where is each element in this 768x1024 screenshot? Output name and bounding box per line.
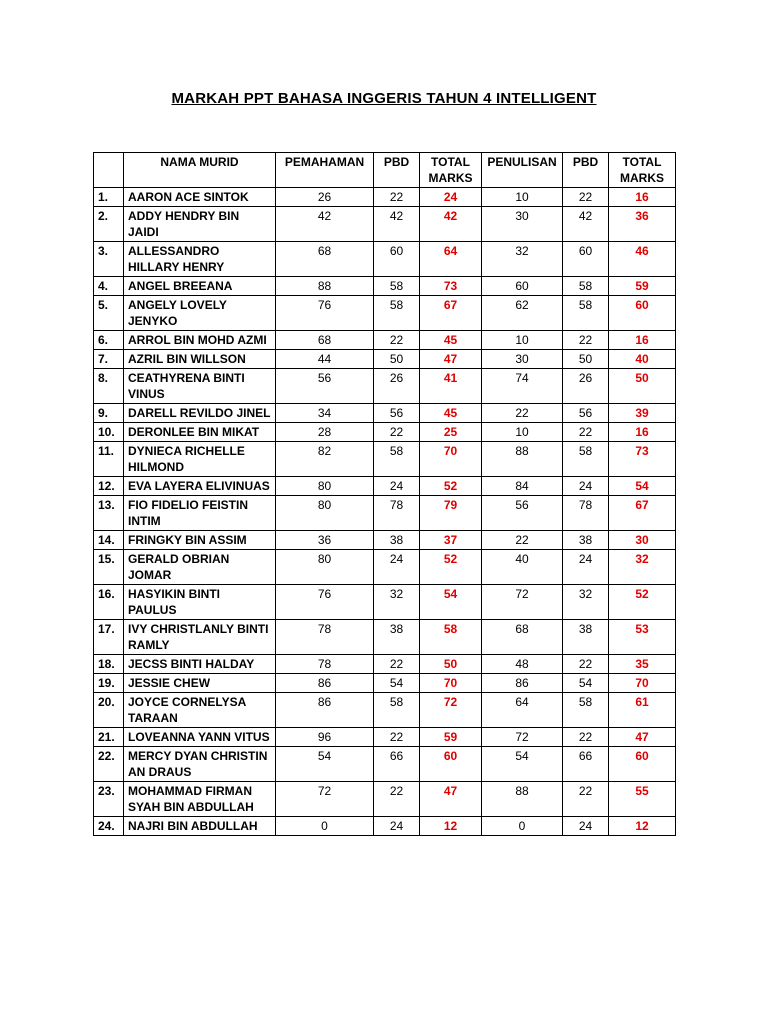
total-marks-pemahaman: 42 xyxy=(420,207,482,242)
total-marks-penulisan: 73 xyxy=(609,442,676,477)
pemahaman-score: 26 xyxy=(276,188,374,207)
pbd-score: 24 xyxy=(563,477,609,496)
row-number: 17. xyxy=(94,620,124,655)
total-marks-penulisan: 16 xyxy=(609,423,676,442)
row-number: 21. xyxy=(94,728,124,747)
student-name: NAJRI BIN ABDULLAH xyxy=(124,817,276,836)
total-marks-pemahaman: 52 xyxy=(420,477,482,496)
table-row xyxy=(94,296,676,331)
student-name: HASYIKIN BINTI PAULUS xyxy=(124,585,276,620)
student-name: JECSS BINTI HALDAY xyxy=(124,655,276,674)
total-marks-pemahaman: 70 xyxy=(420,442,482,477)
pemahaman-score: 76 xyxy=(276,296,374,331)
total-marks-penulisan: 30 xyxy=(609,531,676,550)
pemahaman-score: 36 xyxy=(276,531,374,550)
total-marks-pemahaman: 47 xyxy=(420,350,482,369)
table-row xyxy=(94,188,676,207)
header-pemahaman: PEMAHAMAN xyxy=(276,153,374,188)
table-row xyxy=(94,620,676,655)
pbd-score: 22 xyxy=(563,655,609,674)
row-number: 15. xyxy=(94,550,124,585)
header-nama-murid: NAMA MURID xyxy=(124,153,276,188)
row-number: 2. xyxy=(94,207,124,242)
total-marks-penulisan: 53 xyxy=(609,620,676,655)
total-marks-pemahaman: 54 xyxy=(420,585,482,620)
total-marks-pemahaman: 37 xyxy=(420,531,482,550)
page-title: MARKAH PPT BAHASA INGGERIS TAHUN 4 INTELLIGENT xyxy=(171,90,597,107)
total-marks-pemahaman: 72 xyxy=(420,693,482,728)
total-marks-pemahaman: 50 xyxy=(420,655,482,674)
row-number: 9. xyxy=(94,404,124,423)
total-marks-pemahaman: 64 xyxy=(420,242,482,277)
total-marks-pemahaman: 73 xyxy=(420,277,482,296)
pemahaman-score: 54 xyxy=(276,747,374,782)
pbd-score: 22 xyxy=(563,423,609,442)
total-marks-penulisan: 16 xyxy=(609,331,676,350)
pbd-score: 42 xyxy=(374,207,420,242)
pemahaman-score: 86 xyxy=(276,693,374,728)
total-marks-pemahaman: 25 xyxy=(420,423,482,442)
row-number: 8. xyxy=(94,369,124,404)
table-body xyxy=(94,188,676,836)
pbd-score: 24 xyxy=(563,817,609,836)
table-row xyxy=(94,331,676,350)
total-marks-pemahaman: 41 xyxy=(420,369,482,404)
table-row xyxy=(94,674,676,693)
penulisan-score: 10 xyxy=(482,188,563,207)
pbd-score: 38 xyxy=(374,531,420,550)
pbd-score: 32 xyxy=(374,585,420,620)
student-name: DYNIECA RICHELLE HILMOND xyxy=(124,442,276,477)
student-name: JESSIE CHEW xyxy=(124,674,276,693)
pbd-score: 54 xyxy=(563,674,609,693)
total-marks-pemahaman: 45 xyxy=(420,331,482,350)
pemahaman-score: 82 xyxy=(276,442,374,477)
pbd-score: 22 xyxy=(563,331,609,350)
penulisan-score: 22 xyxy=(482,531,563,550)
total-marks-penulisan: 67 xyxy=(609,496,676,531)
penulisan-score: 72 xyxy=(482,728,563,747)
header-penulisan: PENULISAN xyxy=(482,153,563,188)
row-number: 6. xyxy=(94,331,124,350)
table-row xyxy=(94,423,676,442)
row-number: 5. xyxy=(94,296,124,331)
pbd-score: 22 xyxy=(374,728,420,747)
pbd-score: 24 xyxy=(563,550,609,585)
total-marks-pemahaman: 67 xyxy=(420,296,482,331)
table-row xyxy=(94,728,676,747)
pemahaman-score: 96 xyxy=(276,728,374,747)
pbd-score: 56 xyxy=(374,404,420,423)
pbd-score: 60 xyxy=(374,242,420,277)
pbd-score: 50 xyxy=(374,350,420,369)
pbd-score: 26 xyxy=(563,369,609,404)
penulisan-score: 48 xyxy=(482,655,563,674)
pbd-score: 66 xyxy=(563,747,609,782)
pbd-score: 58 xyxy=(374,442,420,477)
table-row xyxy=(94,693,676,728)
penulisan-score: 64 xyxy=(482,693,563,728)
pbd-score: 24 xyxy=(374,817,420,836)
table-row xyxy=(94,747,676,782)
pbd-score: 22 xyxy=(563,728,609,747)
total-marks-penulisan: 36 xyxy=(609,207,676,242)
pemahaman-score: 88 xyxy=(276,277,374,296)
penulisan-score: 84 xyxy=(482,477,563,496)
pbd-score: 58 xyxy=(563,277,609,296)
row-number: 18. xyxy=(94,655,124,674)
total-marks-penulisan: 35 xyxy=(609,655,676,674)
pbd-score: 24 xyxy=(374,550,420,585)
pbd-score: 50 xyxy=(563,350,609,369)
total-marks-pemahaman: 52 xyxy=(420,550,482,585)
pbd-score: 66 xyxy=(374,747,420,782)
pemahaman-score: 72 xyxy=(276,782,374,817)
student-name: IVY CHRISTLANLY BINTI RAMLY xyxy=(124,620,276,655)
pbd-score: 22 xyxy=(374,782,420,817)
row-number: 23. xyxy=(94,782,124,817)
student-name: FRINGKY BIN ASSIM xyxy=(124,531,276,550)
pbd-score: 22 xyxy=(374,188,420,207)
pbd-score: 22 xyxy=(374,655,420,674)
total-marks-penulisan: 12 xyxy=(609,817,676,836)
pbd-score: 32 xyxy=(563,585,609,620)
penulisan-score: 40 xyxy=(482,550,563,585)
table-row xyxy=(94,477,676,496)
penulisan-score: 88 xyxy=(482,782,563,817)
student-name: MERCY DYAN CHRISTIN AN DRAUS xyxy=(124,747,276,782)
penulisan-score: 68 xyxy=(482,620,563,655)
pbd-score: 78 xyxy=(563,496,609,531)
header-total-marks-penulisan: TOTAL MARKS xyxy=(609,153,676,188)
penulisan-score: 56 xyxy=(482,496,563,531)
penulisan-score: 60 xyxy=(482,277,563,296)
total-marks-pemahaman: 59 xyxy=(420,728,482,747)
row-number: 14. xyxy=(94,531,124,550)
table-row xyxy=(94,404,676,423)
student-name: AZRIL BIN WILLSON xyxy=(124,350,276,369)
header-pbd-penulisan: PBD xyxy=(563,153,609,188)
penulisan-score: 10 xyxy=(482,423,563,442)
row-number: 10. xyxy=(94,423,124,442)
penulisan-score: 32 xyxy=(482,242,563,277)
total-marks-penulisan: 60 xyxy=(609,747,676,782)
student-name: ANGELY LOVELY JENYKO xyxy=(124,296,276,331)
student-name: FIO FIDELIO FEISTIN INTIM xyxy=(124,496,276,531)
pemahaman-score: 78 xyxy=(276,620,374,655)
table-row xyxy=(94,277,676,296)
row-number: 13. xyxy=(94,496,124,531)
table-row xyxy=(94,585,676,620)
row-number: 24. xyxy=(94,817,124,836)
student-name: ANGEL BREEANA xyxy=(124,277,276,296)
pbd-score: 58 xyxy=(563,296,609,331)
student-name: MOHAMMAD FIRMAN SYAH BIN ABDULLAH xyxy=(124,782,276,817)
row-number: 20. xyxy=(94,693,124,728)
total-marks-pemahaman: 47 xyxy=(420,782,482,817)
penulisan-score: 72 xyxy=(482,585,563,620)
row-number: 22. xyxy=(94,747,124,782)
row-number: 4. xyxy=(94,277,124,296)
total-marks-pemahaman: 79 xyxy=(420,496,482,531)
header-number xyxy=(94,153,124,188)
pemahaman-score: 34 xyxy=(276,404,374,423)
pemahaman-score: 44 xyxy=(276,350,374,369)
marks-table xyxy=(93,152,676,836)
penulisan-score: 22 xyxy=(482,404,563,423)
pbd-score: 58 xyxy=(374,296,420,331)
pemahaman-score: 80 xyxy=(276,477,374,496)
total-marks-penulisan: 52 xyxy=(609,585,676,620)
row-number: 16. xyxy=(94,585,124,620)
table-header-row xyxy=(94,153,676,188)
pemahaman-score: 42 xyxy=(276,207,374,242)
row-number: 1. xyxy=(94,188,124,207)
pbd-score: 22 xyxy=(374,331,420,350)
row-number: 11. xyxy=(94,442,124,477)
total-marks-penulisan: 54 xyxy=(609,477,676,496)
pemahaman-score: 86 xyxy=(276,674,374,693)
total-marks-pemahaman: 12 xyxy=(420,817,482,836)
total-marks-pemahaman: 58 xyxy=(420,620,482,655)
student-name: ALLESSANDRO HILLARY HENRY xyxy=(124,242,276,277)
table-row xyxy=(94,242,676,277)
table-row xyxy=(94,369,676,404)
student-name: AARON ACE SINTOK xyxy=(124,188,276,207)
student-name: DARELL REVILDO JINEL xyxy=(124,404,276,423)
table-row xyxy=(94,350,676,369)
table-row xyxy=(94,782,676,817)
pbd-score: 58 xyxy=(563,693,609,728)
pemahaman-score: 78 xyxy=(276,655,374,674)
pbd-score: 58 xyxy=(563,442,609,477)
pbd-score: 38 xyxy=(563,531,609,550)
total-marks-penulisan: 40 xyxy=(609,350,676,369)
total-marks-pemahaman: 60 xyxy=(420,747,482,782)
student-name: JOYCE CORNELYSA TARAAN xyxy=(124,693,276,728)
total-marks-penulisan: 59 xyxy=(609,277,676,296)
total-marks-penulisan: 70 xyxy=(609,674,676,693)
pbd-score: 58 xyxy=(374,277,420,296)
pemahaman-score: 0 xyxy=(276,817,374,836)
penulisan-score: 88 xyxy=(482,442,563,477)
pbd-score: 22 xyxy=(374,423,420,442)
table-row xyxy=(94,442,676,477)
pemahaman-score: 68 xyxy=(276,331,374,350)
pemahaman-score: 76 xyxy=(276,585,374,620)
pbd-score: 58 xyxy=(374,693,420,728)
student-name: DERONLEE BIN MIKAT xyxy=(124,423,276,442)
pbd-score: 54 xyxy=(374,674,420,693)
row-number: 7. xyxy=(94,350,124,369)
pemahaman-score: 80 xyxy=(276,550,374,585)
table-row xyxy=(94,817,676,836)
penulisan-score: 62 xyxy=(482,296,563,331)
student-name: GERALD OBRIAN JOMAR xyxy=(124,550,276,585)
total-marks-penulisan: 50 xyxy=(609,369,676,404)
student-name: CEATHYRENA BINTI VINUS xyxy=(124,369,276,404)
penulisan-score: 30 xyxy=(482,350,563,369)
row-number: 12. xyxy=(94,477,124,496)
header-total-marks-pemahaman: TOTAL MARKS xyxy=(420,153,482,188)
student-name: ARROL BIN MOHD AZMI xyxy=(124,331,276,350)
penulisan-score: 74 xyxy=(482,369,563,404)
pemahaman-score: 56 xyxy=(276,369,374,404)
table-row xyxy=(94,550,676,585)
total-marks-penulisan: 46 xyxy=(609,242,676,277)
student-name: ADDY HENDRY BIN JAIDI xyxy=(124,207,276,242)
table-row xyxy=(94,655,676,674)
pbd-score: 60 xyxy=(563,242,609,277)
penulisan-score: 10 xyxy=(482,331,563,350)
total-marks-penulisan: 61 xyxy=(609,693,676,728)
student-name: LOVEANNA YANN VITUS xyxy=(124,728,276,747)
table-row xyxy=(94,207,676,242)
total-marks-pemahaman: 45 xyxy=(420,404,482,423)
total-marks-penulisan: 55 xyxy=(609,782,676,817)
total-marks-penulisan: 16 xyxy=(609,188,676,207)
total-marks-penulisan: 60 xyxy=(609,296,676,331)
pbd-score: 38 xyxy=(374,620,420,655)
pbd-score: 22 xyxy=(563,188,609,207)
penulisan-score: 54 xyxy=(482,747,563,782)
row-number: 19. xyxy=(94,674,124,693)
total-marks-penulisan: 39 xyxy=(609,404,676,423)
pbd-score: 42 xyxy=(563,207,609,242)
penulisan-score: 30 xyxy=(482,207,563,242)
penulisan-score: 0 xyxy=(482,817,563,836)
pemahaman-score: 80 xyxy=(276,496,374,531)
pbd-score: 38 xyxy=(563,620,609,655)
total-marks-pemahaman: 70 xyxy=(420,674,482,693)
pemahaman-score: 68 xyxy=(276,242,374,277)
table-row xyxy=(94,496,676,531)
row-number: 3. xyxy=(94,242,124,277)
header-pbd-pemahaman: PBD xyxy=(374,153,420,188)
student-name: EVA LAYERA ELIVINUAS xyxy=(124,477,276,496)
pbd-score: 78 xyxy=(374,496,420,531)
pemahaman-score: 28 xyxy=(276,423,374,442)
pbd-score: 26 xyxy=(374,369,420,404)
total-marks-pemahaman: 24 xyxy=(420,188,482,207)
penulisan-score: 86 xyxy=(482,674,563,693)
pbd-score: 24 xyxy=(374,477,420,496)
pbd-score: 22 xyxy=(563,782,609,817)
total-marks-penulisan: 32 xyxy=(609,550,676,585)
table-row xyxy=(94,531,676,550)
total-marks-penulisan: 47 xyxy=(609,728,676,747)
pbd-score: 56 xyxy=(563,404,609,423)
